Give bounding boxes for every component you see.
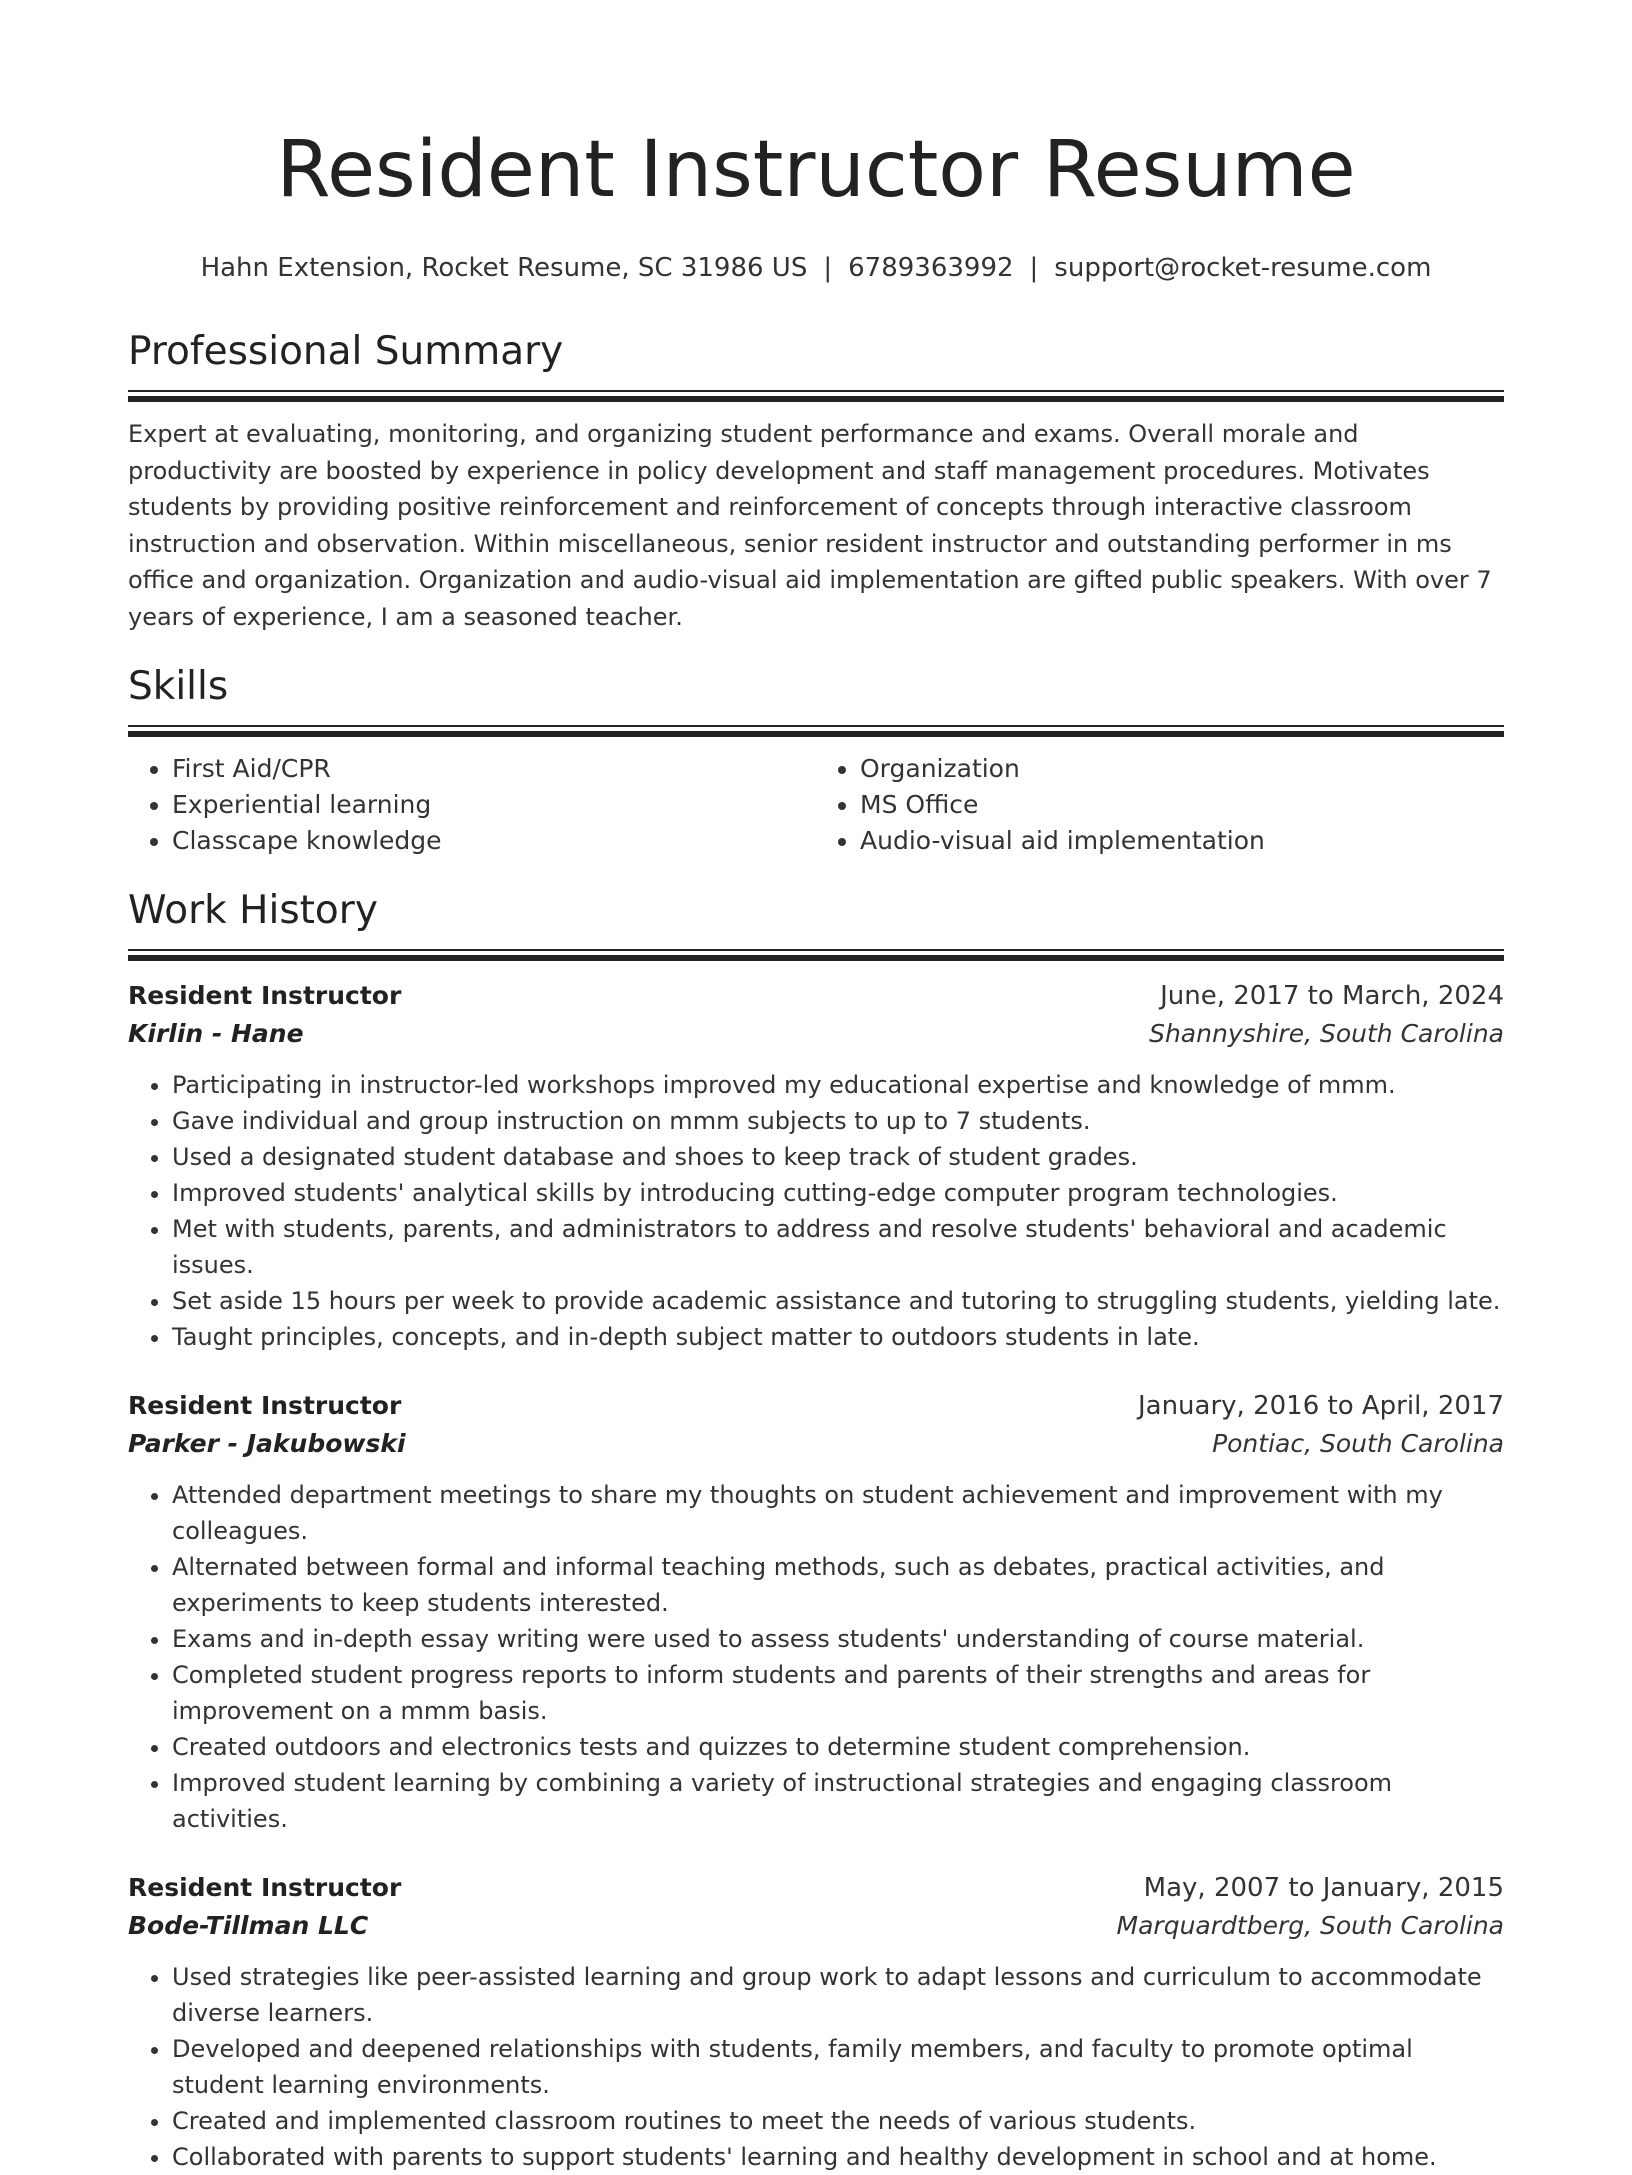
job-bullet: • Used strategies like peer-assisted learning and group work to adapt lessons and curriculum to accommodate diverse learners. bbox=[172, 1959, 1504, 2031]
work-heading: Work History bbox=[128, 888, 378, 933]
summary-text: Expert at evaluating, monitoring, and organizing student performance and exams. Overall morale and productivity are boosted by experience in policy development and staff management procedures. Motivates students by providing positive reinforcement and reinforcement of concepts through interactive classroom instruction and observation. Within miscellaneous, senior resident instructor and outstanding performer in ms office and organization. Organization and audio-visual aid implementation are gifted public speakers. With over 7 years of experience, I am a seasoned teacher. bbox=[128, 420, 1492, 631]
job-company-row bbox=[128, 1015, 1504, 1053]
job-bullets bbox=[128, 1477, 1504, 1837]
job-bullet: • Set aside 15 hours per week to provide academic assistance and tutoring to struggling students, yielding late. bbox=[172, 1283, 1504, 1319]
job-bullet: • Attended department meetings to share my thoughts on student achievement and improvement with my colleagues. bbox=[172, 1477, 1504, 1549]
section-divider bbox=[128, 725, 1504, 737]
job-bullet: • Exams and in-depth essay writing were used to assess students' understanding of course material. bbox=[172, 1621, 1504, 1657]
job-bullets bbox=[128, 1067, 1504, 1355]
job-bullet: • Participating in instructor-led workshops improved my educational expertise and knowledge of mmm. bbox=[172, 1067, 1504, 1103]
job-header-row bbox=[128, 977, 1504, 1015]
skill-item: • First Aid/CPR bbox=[172, 751, 816, 787]
job-dates: May, 2007 to January, 2015 bbox=[1143, 1873, 1504, 1903]
skills-section bbox=[128, 661, 1504, 859]
job-company-row bbox=[128, 1425, 1504, 1463]
job-dates: January, 2016 to April, 2017 bbox=[1137, 1391, 1504, 1421]
job-dates: June, 2017 to March, 2024 bbox=[1160, 981, 1504, 1011]
section-divider bbox=[128, 390, 1504, 402]
job-bullet: • Alternated between formal and informal teaching methods, such as debates, practical activities, and experiments to keep students interested. bbox=[172, 1549, 1504, 1621]
job-entry bbox=[128, 1869, 1504, 2175]
job-bullet: • Gave individual and group instruction on mmm subjects to up to 7 students. bbox=[172, 1103, 1504, 1139]
contact-phone: 6789363992 bbox=[848, 253, 1014, 283]
contact-separator: | bbox=[1029, 253, 1039, 283]
job-company: Kirlin - Hane bbox=[128, 1019, 304, 1048]
job-company: Bode-Tillman LLC bbox=[128, 1911, 369, 1940]
job-bullets bbox=[128, 1959, 1504, 2175]
job-bullet: • Met with students, parents, and administrators to address and resolve students' behavioral and academic issues. bbox=[172, 1211, 1504, 1283]
job-entry bbox=[128, 1387, 1504, 1837]
job-company-row bbox=[128, 1907, 1504, 1945]
contact-line bbox=[128, 250, 1504, 286]
section-divider bbox=[128, 949, 1504, 961]
job-header-row bbox=[128, 1387, 1504, 1425]
summary-heading: Professional Summary bbox=[128, 329, 564, 374]
skill-item: • MS Office bbox=[860, 787, 1504, 823]
skill-item: • Audio-visual aid implementation bbox=[860, 823, 1504, 859]
work-section bbox=[128, 885, 1504, 2175]
job-title: Resident Instructor bbox=[128, 981, 402, 1010]
skill-item: • Classcape knowledge bbox=[172, 823, 816, 859]
skill-item: • Organization bbox=[860, 751, 1504, 787]
job-bullet: • Used a designated student database and shoes to keep track of student grades. bbox=[172, 1139, 1504, 1175]
job-bullet: • Collaborated with parents to support students' learning and healthy development in school and at home. bbox=[172, 2139, 1504, 2175]
contact-email: support@rocket-resume.com bbox=[1054, 253, 1432, 283]
job-bullet: • Created and implemented classroom routines to meet the needs of various students. bbox=[172, 2103, 1504, 2139]
contact-address: Hahn Extension, Rocket Resume, SC 31986 US bbox=[200, 253, 808, 283]
job-bullet: • Completed student progress reports to inform students and parents of their strengths and areas for improvement on a mmm basis. bbox=[172, 1657, 1504, 1729]
job-company: Parker - Jakubowski bbox=[128, 1429, 406, 1458]
job-title: Resident Instructor bbox=[128, 1391, 402, 1420]
job-bullet: • Taught principles, concepts, and in-depth subject matter to outdoors students in late. bbox=[172, 1319, 1504, 1355]
job-title: Resident Instructor bbox=[128, 1873, 402, 1902]
job-entry bbox=[128, 977, 1504, 1355]
contact-separator: | bbox=[823, 253, 833, 283]
job-bullet: • Improved students' analytical skills by introducing cutting-edge computer program technologies. bbox=[172, 1175, 1504, 1211]
skills-list-right bbox=[816, 751, 1504, 859]
summary-section bbox=[128, 326, 1504, 635]
skills-columns bbox=[128, 751, 1504, 859]
job-location: Shannyshire, South Carolina bbox=[1149, 1019, 1504, 1048]
job-bullet: • Improved student learning by combining a variety of instructional strategies and engaging classroom activities. bbox=[172, 1765, 1504, 1837]
job-bullet: • Developed and deepened relationships with students, family members, and faculty to promote optimal student learning environments. bbox=[172, 2031, 1504, 2103]
page-title: Resident Instructor Resume bbox=[276, 125, 1356, 215]
job-bullet: • Created outdoors and electronics tests and quizzes to determine student comprehension. bbox=[172, 1729, 1504, 1765]
skill-item: • Experiential learning bbox=[172, 787, 816, 823]
job-location: Pontiac, South Carolina bbox=[1212, 1429, 1504, 1458]
skills-list-left bbox=[128, 751, 816, 859]
skills-heading: Skills bbox=[128, 664, 229, 709]
job-header-row bbox=[128, 1869, 1504, 1907]
job-location: Marquardtberg, South Carolina bbox=[1116, 1911, 1504, 1940]
